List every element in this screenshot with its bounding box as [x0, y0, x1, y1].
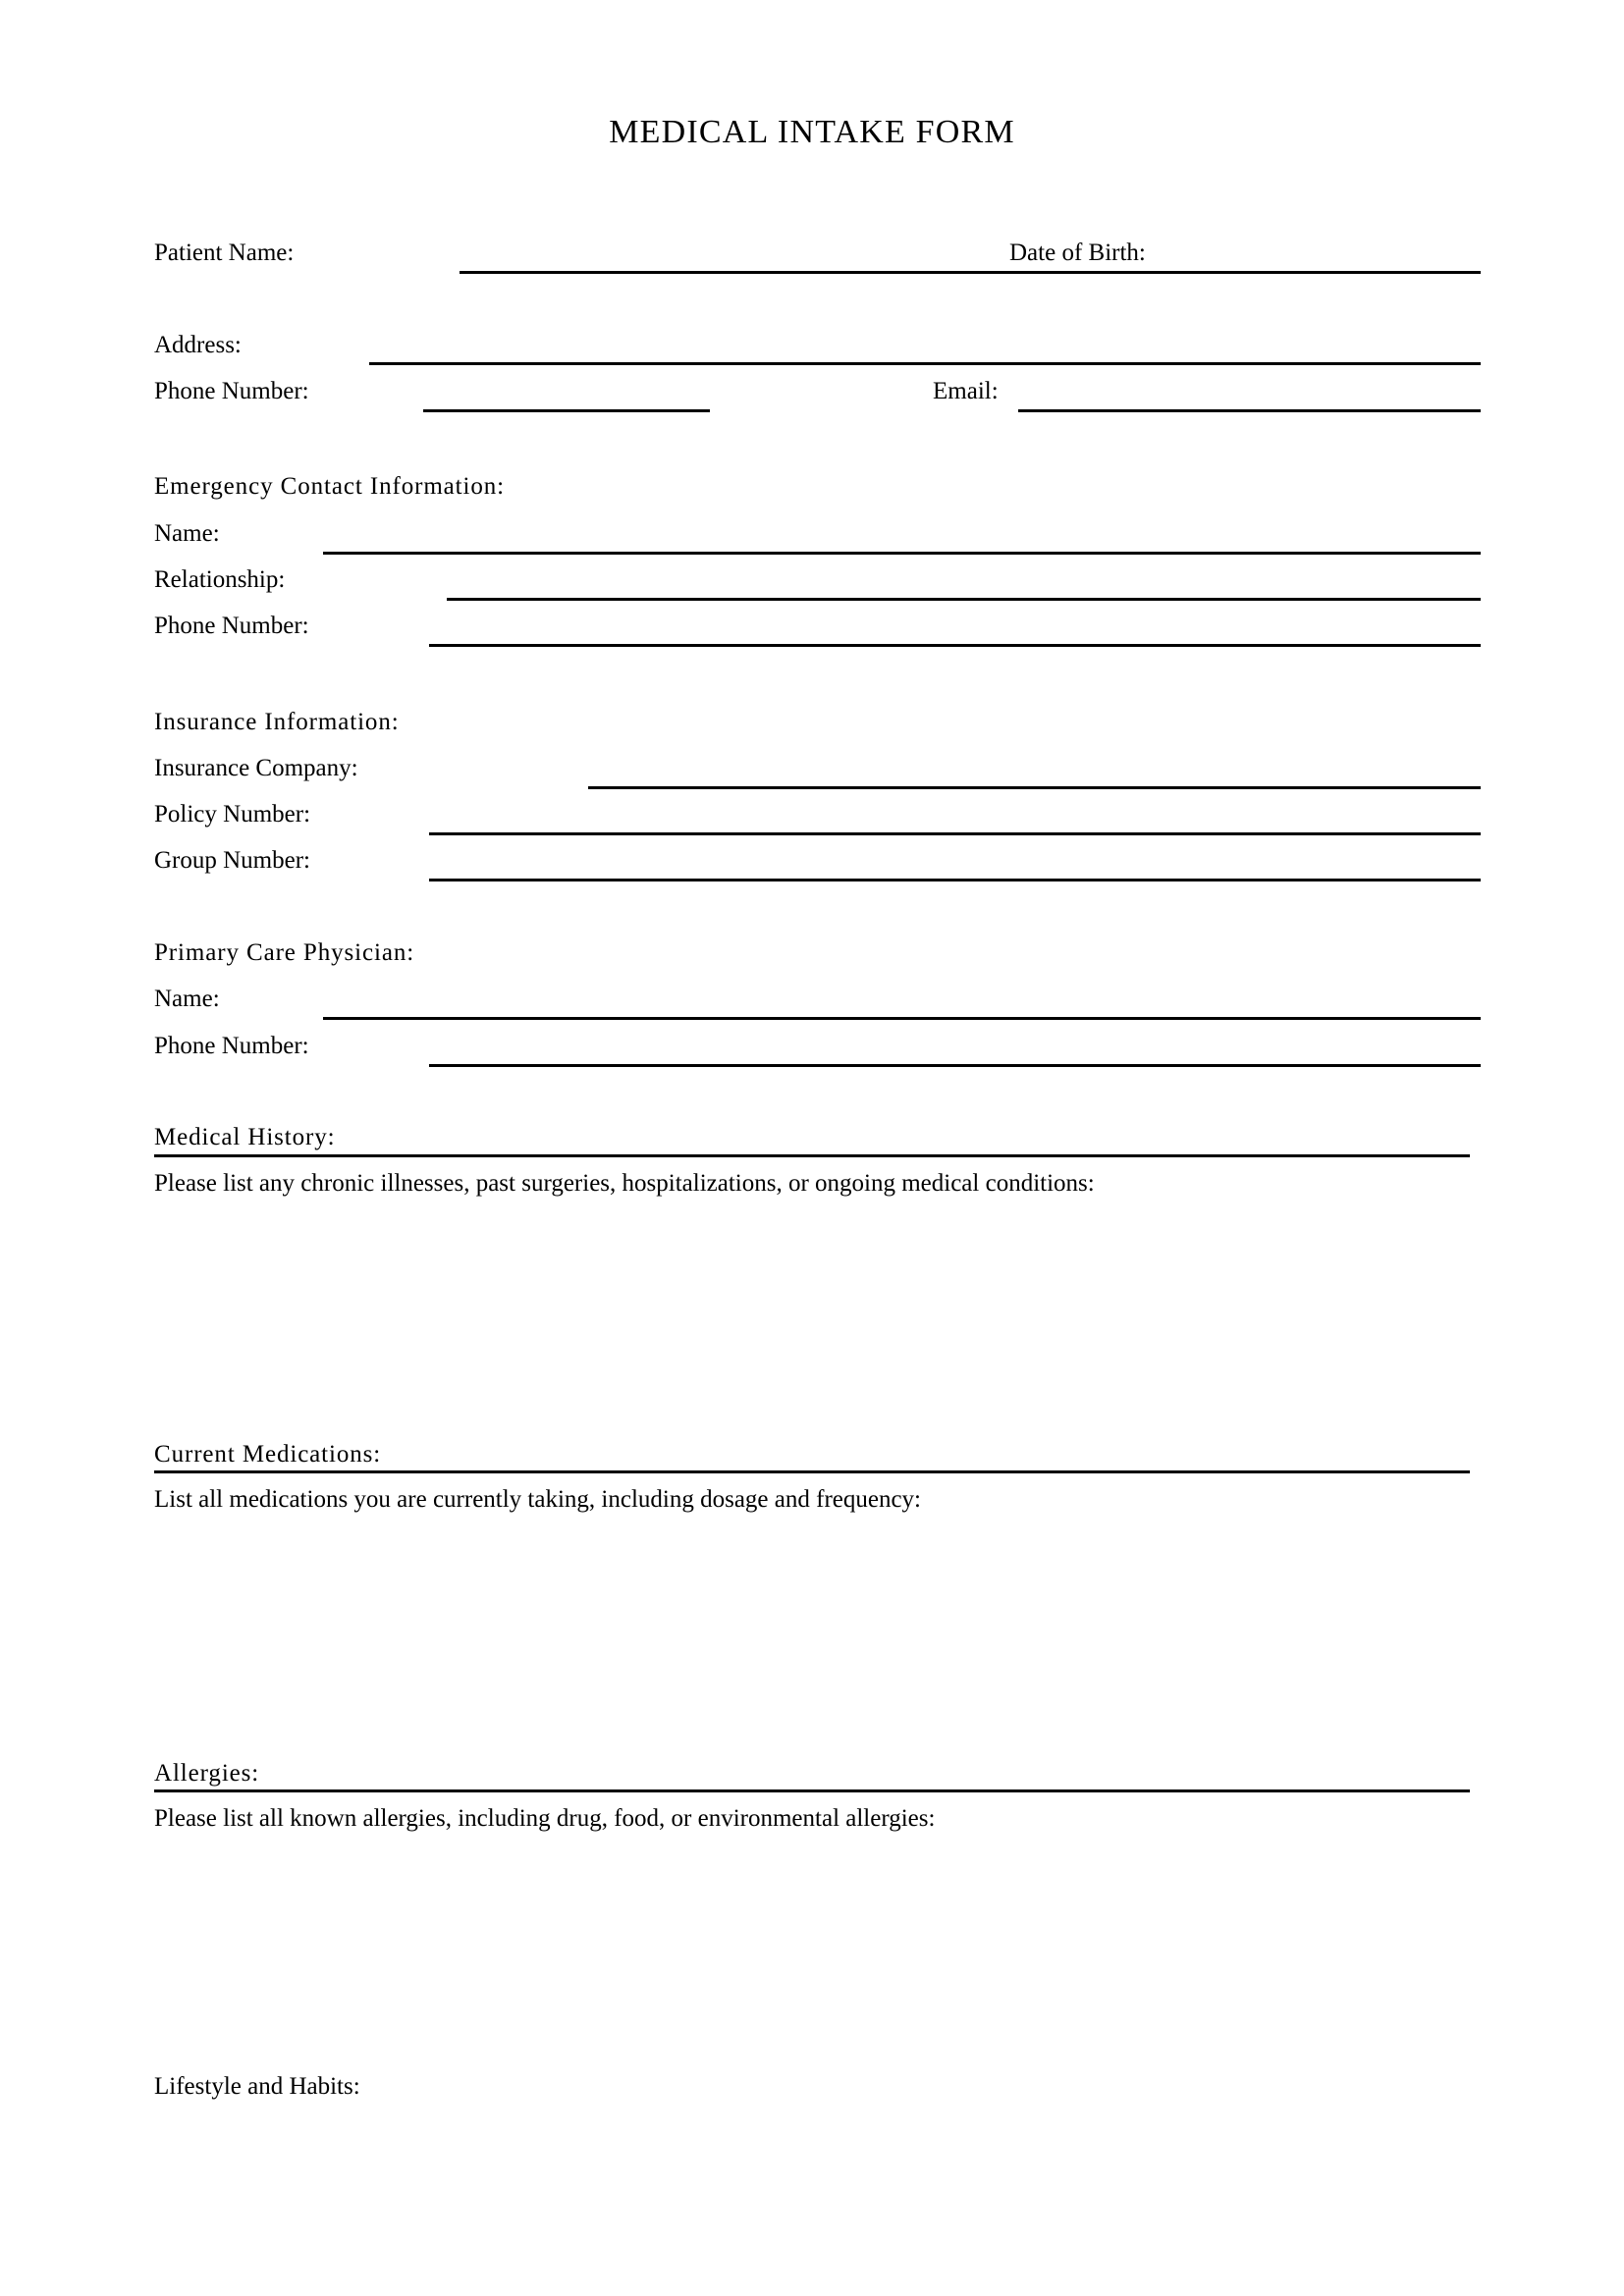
physician-name-input-line[interactable]	[323, 1017, 1481, 1020]
insurance-heading: Insurance Information:	[154, 709, 400, 735]
email-input-line[interactable]	[1018, 409, 1481, 412]
allergies-instruction: Please list all known allergies, including drug, food, or environmental allergies:	[154, 1805, 936, 1832]
allergies-divider	[154, 1789, 1470, 1792]
policy-number-label: Policy Number:	[154, 801, 311, 828]
phone-number-input-line[interactable]	[423, 409, 710, 412]
address-label: Address:	[154, 332, 242, 358]
page-title: MEDICAL INTAKE FORM	[609, 114, 1015, 150]
current-medications-divider	[154, 1470, 1470, 1473]
group-number-label: Group Number:	[154, 847, 310, 874]
physician-name-label: Name:	[154, 986, 220, 1012]
address-input-line[interactable]	[369, 362, 1481, 365]
medical-history-divider	[154, 1154, 1470, 1157]
group-number-input-line[interactable]	[429, 879, 1481, 881]
patient-name-dob-input-line[interactable]	[460, 271, 1481, 274]
emergency-contact-relationship-input-line[interactable]	[447, 598, 1481, 601]
insurance-company-input-line[interactable]	[588, 786, 1481, 789]
emergency-contact-phone-input-line[interactable]	[429, 644, 1481, 647]
emergency-contact-name-label: Name:	[154, 520, 220, 547]
physician-phone-label: Phone Number:	[154, 1033, 309, 1059]
patient-name-label: Patient Name:	[154, 240, 295, 266]
lifestyle-heading: Lifestyle and Habits:	[154, 2073, 360, 2100]
allergies-heading: Allergies:	[154, 1760, 260, 1787]
phone-number-label: Phone Number:	[154, 378, 309, 404]
emergency-contact-name-input-line[interactable]	[323, 552, 1481, 555]
medical-history-answer-area[interactable]	[154, 1202, 1470, 1414]
emergency-contact-heading: Emergency Contact Information:	[154, 473, 505, 500]
physician-phone-input-line[interactable]	[429, 1064, 1481, 1067]
current-medications-heading: Current Medications:	[154, 1441, 382, 1468]
medical-history-instruction: Please list any chronic illnesses, past surgeries, hospitalizations, or ongoing medical conditions:	[154, 1170, 1095, 1197]
policy-number-input-line[interactable]	[429, 832, 1481, 835]
emergency-contact-relationship-label: Relationship:	[154, 566, 286, 593]
emergency-contact-phone-label: Phone Number:	[154, 613, 309, 639]
insurance-company-label: Insurance Company:	[154, 755, 358, 781]
current-medications-instruction: List all medications you are currently taking, including dosage and frequency:	[154, 1486, 922, 1513]
medical-history-heading: Medical History:	[154, 1124, 336, 1150]
allergies-answer-area[interactable]	[154, 1838, 1470, 2034]
email-label: Email:	[933, 378, 999, 404]
primary-care-physician-heading: Primary Care Physician:	[154, 939, 415, 966]
date-of-birth-label: Date of Birth:	[1009, 240, 1146, 266]
current-medications-answer-area[interactable]	[154, 1519, 1470, 1730]
